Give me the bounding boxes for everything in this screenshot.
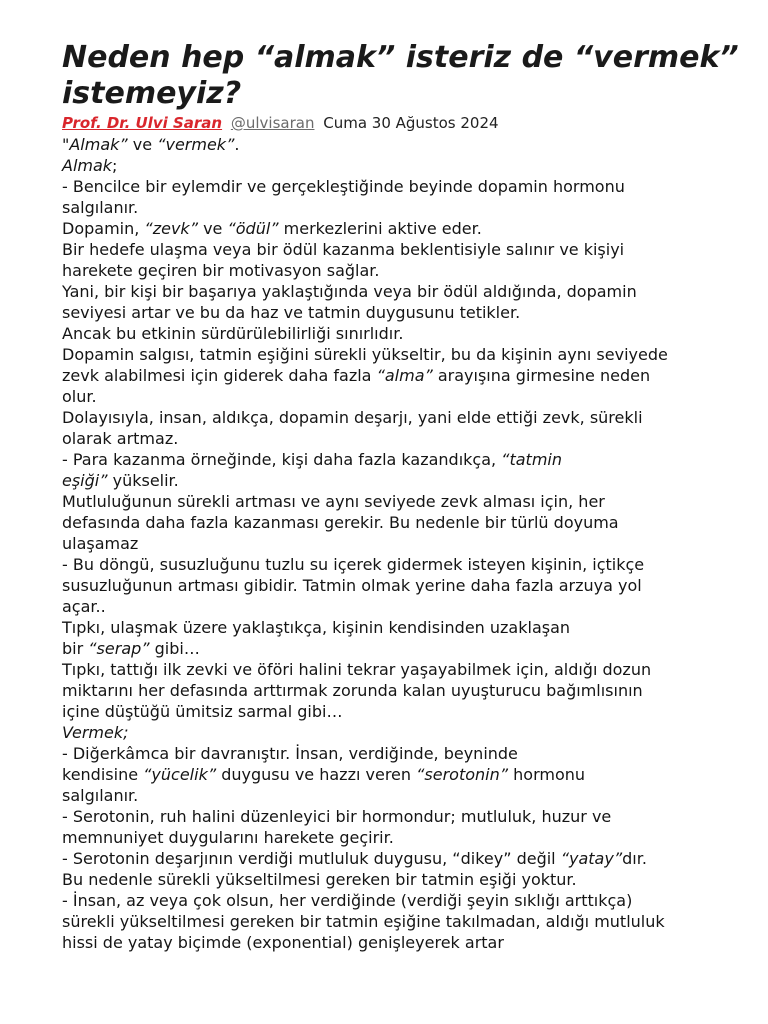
body-line (62, 890, 742, 911)
body-line (62, 323, 742, 344)
body-text: Dopamin, (62, 219, 145, 238)
body-text: Yani, bir kişi bir başarıya yaklaştığında veya bir ödül aldığında, dopamin (62, 282, 637, 301)
body-line (62, 365, 742, 386)
body-line (62, 239, 742, 260)
body-text: - Bu döngü, susuzluğunu tuzlu su içerek gidermek isteyen kişinin, içtikçe (62, 555, 645, 574)
body-text: - Diğerkâmca bir davranıştır. İnsan, verdiğinde, beyninde (62, 744, 518, 763)
body-text: Bir hedefe ulaşma veya bir ödül kazanma beklentisiyle salınır ve kişiyi (62, 240, 625, 259)
body-line (62, 848, 742, 869)
body-line (62, 701, 742, 722)
body-text: zevk alabilmesi için giderek daha fazla (62, 366, 377, 385)
body-text: - Para kazanma örneğinde, kişi daha fazla kazandıkça, (62, 450, 502, 469)
body-text: içine düştüğü ümitsiz sarmal gibi… (62, 702, 343, 721)
body-text: kendisine (62, 765, 144, 784)
body-line (62, 932, 742, 953)
body-text: - Serotonin, ruh halini düzenleyici bir hormondur; mutluluk, huzur ve (62, 807, 612, 826)
body-text: - İnsan, az veya çok olsun, her verdiğinde (verdiği şeyin sıklığı arttıkça) (62, 891, 633, 910)
body-line (62, 386, 742, 407)
body-text: - Serotonin deşarjının verdiği mutluluk duygusu, “dikey” değil (62, 849, 561, 868)
body-text: bir (62, 639, 89, 658)
emphasis-text: “serap” (88, 639, 150, 658)
body-text: Dopamin salgısı, tatmin eşiğini sürekli yükseltir, bu da kişinin aynı seviyede (62, 345, 668, 364)
body-text: salgılanır. (62, 198, 139, 217)
body-line (62, 491, 742, 512)
emphasis-text: “yatay” (560, 849, 623, 868)
body-text: Dolayısıyla, insan, aldıkça, dopamin deşarjı, yani elde ettiği zevk, sürekli (62, 408, 643, 427)
body-line (62, 428, 742, 449)
author-handle-link[interactable]: @ulvisaran (230, 114, 315, 132)
body-text: . (234, 135, 240, 154)
body-text: ; (112, 156, 118, 175)
body-text: hissi de yatay biçimde (exponential) genişleyerek artar (62, 933, 504, 952)
body-text: susuzluğunun artması gibidir. Tatmin olmak yerine daha fazla arzuya yol (62, 576, 642, 595)
emphasis-text: “yücelik” (143, 765, 217, 784)
emphasis-text: “serotonin” (416, 765, 509, 784)
body-text: memnuniyet duygularını harekete geçirir. (62, 828, 394, 847)
body-line (62, 596, 742, 617)
body-text: ve (197, 219, 228, 238)
body-text: ve (127, 135, 158, 154)
body-text: açar.. (62, 597, 106, 616)
body-line (62, 281, 742, 302)
emphasis-text: “tatmin (501, 450, 562, 469)
body-line (62, 764, 742, 785)
article-title: Neden hep “almak” isteriz de “vermek” istemeyiz? (62, 40, 739, 111)
body-line (62, 785, 742, 806)
article-body (62, 134, 742, 953)
body-line (62, 554, 742, 575)
body-text: hormonu (508, 765, 586, 784)
body-text: Ancak bu etkinin sürdürülebilirliği sınırlıdır. (62, 324, 404, 343)
body-text: gibi… (149, 639, 200, 658)
publish-date: Cuma 30 Ağustos 2024 (323, 114, 499, 132)
emphasis-text: Almak (62, 156, 113, 175)
body-text: " (62, 135, 70, 154)
body-line (62, 617, 742, 638)
body-line (62, 827, 742, 848)
body-line (62, 722, 742, 743)
body-text: olarak artmaz. (62, 429, 179, 448)
body-text: dır. (622, 849, 647, 868)
body-text: arayışına girmesine neden (432, 366, 651, 385)
body-text: harekete geçiren bir motivasyon sağlar. (62, 261, 380, 280)
body-text: duygusu ve hazzı veren (216, 765, 417, 784)
body-text: defasında daha fazla kazanması gerekir. Bu nedenle bir türlü doyuma (62, 513, 619, 532)
body-line (62, 533, 742, 554)
byline (62, 113, 499, 133)
body-text: merkezlerini aktive eder. (278, 219, 482, 238)
body-line (62, 134, 742, 155)
body-text: ulaşamaz (62, 534, 139, 553)
emphasis-text: eşiği” (62, 471, 108, 490)
body-text: salgılanır. (62, 786, 139, 805)
body-line (62, 176, 742, 197)
body-line (62, 260, 742, 281)
body-line (62, 155, 742, 176)
body-line (62, 302, 742, 323)
author-link[interactable]: Prof. Dr. Ulvi Saran (62, 114, 223, 132)
body-line (62, 470, 742, 491)
body-line (62, 512, 742, 533)
emphasis-text: “zevk” (144, 219, 198, 238)
body-line (62, 638, 742, 659)
body-text: Bu nedenle sürekli yükseltilmesi gereken bir tatmin eşiği yoktur. (62, 870, 577, 889)
body-line (62, 407, 742, 428)
body-line (62, 575, 742, 596)
body-line (62, 806, 742, 827)
body-line (62, 197, 742, 218)
body-text: sürekli yükseltilmesi gereken bir tatmin eşiğine takılmadan, aldığı mutluluk (62, 912, 665, 931)
body-text: - Bencilce bir eylemdir ve gerçekleştiğinde beyinde dopamin hormonu (62, 177, 625, 196)
emphasis-text: “ödül” (227, 219, 279, 238)
body-text: seviyesi artar ve bu da haz ve tatmin duygusunu tetikler. (62, 303, 521, 322)
body-text: Mutluluğunun sürekli artması ve aynı seviyede zevk alması için, her (62, 492, 605, 511)
emphasis-text: Vermek; (62, 723, 129, 742)
emphasis-text: “alma” (376, 366, 433, 385)
body-line (62, 911, 742, 932)
body-line (62, 218, 742, 239)
body-line (62, 659, 742, 680)
body-text: Tıpkı, ulaşmak üzere yaklaştıkça, kişinin kendisinden uzaklaşan (62, 618, 571, 637)
body-text: Tıpkı, tattığı ilk zevki ve öföri halini tekrar yaşayabilmek için, aldığı dozun (62, 660, 652, 679)
body-text: miktarını her defasında arttırmak zorunda kalan uyuşturucu bağımlısının (62, 681, 643, 700)
body-line (62, 743, 742, 764)
body-text: olur. (62, 387, 97, 406)
emphasis-text: “vermek” (157, 135, 235, 154)
emphasis-text: Almak” (69, 135, 128, 154)
body-line (62, 449, 742, 470)
body-line (62, 680, 742, 701)
body-line (62, 344, 742, 365)
body-text: yükselir. (107, 471, 179, 490)
body-line (62, 869, 742, 890)
